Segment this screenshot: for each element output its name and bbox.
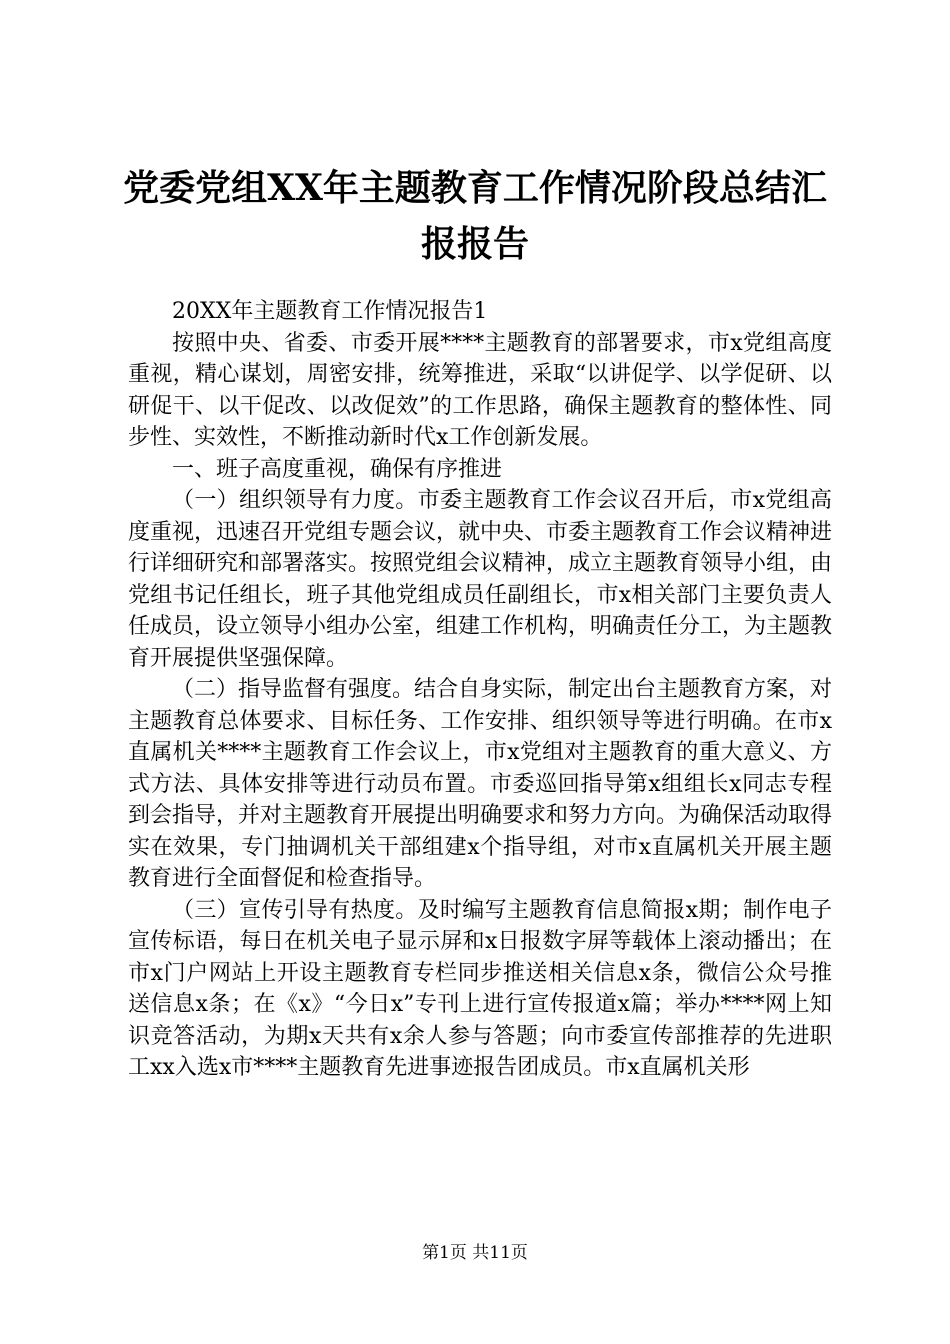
paragraph-item-1: （一）组织领导有力度。市委主题教育工作会议召开后，市x党组高度重视，迅速召开党组专题会议，就中央、市委主题教育工作会议精神进行详细研究和部署落实。按照党组会议精神，成立主题教育领导小组，由党组书记任组长，班子其他党组成员任副组长，市x相关部门主要负责人任成员，设立领导小组办公室，组建工作机构，明确责任分工，为主题教育开展提供坚强保障。 [128,488,833,671]
paragraph-report-subtitle: 20XX年主题教育工作情况报告1 [172,299,488,324]
document-title: 党委党组XX年主题教育工作情况阶段总结汇报报告 [123,167,827,265]
section-heading-1: 一、班子高度重视，确保有序推进 [172,456,503,482]
page-footer: 第1页 共11页 [422,1243,528,1263]
paragraph-item-3: （三）宣传引导有热度。及时编写主题教育信息简报x期；制作电子宣传标语，每日在机关电子显示屏和x日报数字屏等载体上滚动播出；在市x门户网站上开设主题教育专栏同步推送相关信息x条，微信公众号推送信息x条；在《x》“今日x”专刊上进行宣传报道x篇；举办****网上知识竞答活动，为期x天共有x余人参与答题；向市委宣传部推荐的先进职工xx入选x市****主题教育先进事迹报告团成员。市x直属机关形 [128,897,832,1080]
paragraph-intro: 按照中央、省委、市委开展****主题教育的部署要求，市x党组高度重视，精心谋划，周密安排，统筹推进，采取“以讲促学、以学促研、以研促干、以干促改、以改促效”的工作思路，确保主题教育的整体性、同步性、实效性，不断推动新时代x工作创新发展。 [128,330,832,450]
document-body [128,296,832,1084]
paragraph-item-2: （二）指导监督有强度。结合自身实际，制定出台主题教育方案，对主题教育总体要求、目标任务、工作安排、组织领导等进行明确。在市x直属机关****主题教育工作会议上，市x党组对主题教育的重大意义、方式方法、具体安排等进行动员布置。市委巡回指导第x组组长x同志专程到会指导，并对主题教育开展提出明确要求和努力方向。为确保活动取得实在效果，专门抽调机关干部组建x个指导组，对市x直属机关开展主题教育进行全面督促和检查指导。 [128,677,833,891]
